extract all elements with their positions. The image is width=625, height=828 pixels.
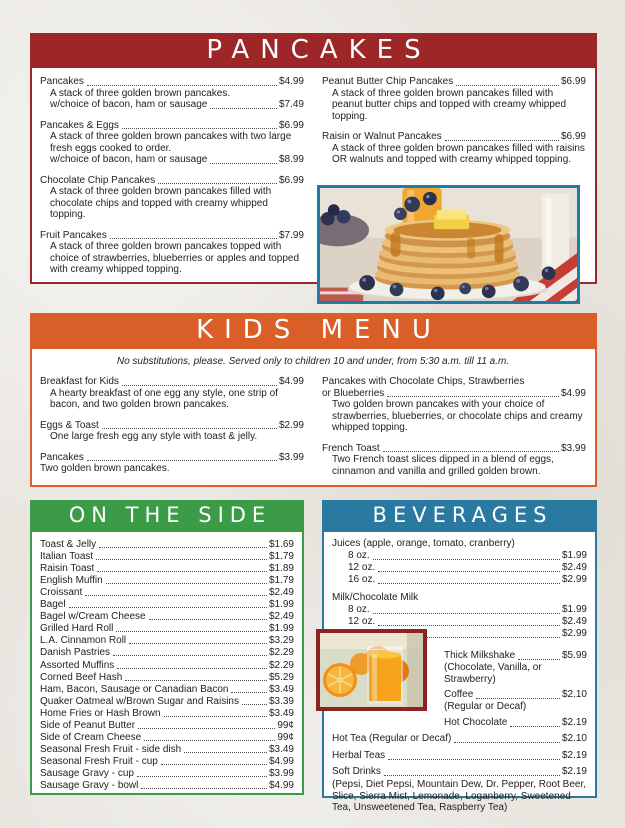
- item-price: $7.99: [278, 229, 304, 241]
- menu-item: [40, 420, 304, 443]
- beverages-section-header: [322, 500, 597, 530]
- dotted-leader: [144, 740, 275, 741]
- item-name: L.A. Cinnamon Roll: [40, 635, 127, 647]
- dotted-leader: [231, 692, 267, 693]
- item-price: 99¢: [277, 731, 294, 743]
- item-name: Home Fries or Hash Brown: [40, 707, 161, 719]
- dotted-leader: [102, 428, 277, 429]
- item-name: Corned Beef Hash: [40, 671, 123, 683]
- menu-row: [40, 707, 294, 719]
- menu-row: [332, 766, 587, 778]
- dotted-leader: [456, 85, 559, 86]
- menu-row: [40, 598, 294, 610]
- size-row: [332, 574, 587, 586]
- item-price: $6.99: [560, 76, 586, 87]
- item-name: Pancakes & Eggs: [40, 119, 119, 131]
- item-name: Coffee: [444, 689, 474, 700]
- item-name: Hot Chocolate: [444, 716, 508, 728]
- pancakes-left-column: [40, 76, 304, 282]
- orange-juice-photo: [316, 629, 427, 711]
- dotted-leader: [113, 655, 267, 656]
- dotted-leader: [129, 643, 267, 644]
- size-row: [332, 550, 587, 562]
- item-price: $1.69: [268, 539, 294, 551]
- item-price: $3.29: [268, 635, 294, 647]
- item-price: $2.29: [268, 647, 294, 659]
- item-name: Sausage Gravy - bowl: [40, 779, 139, 791]
- item-price: $1.79: [268, 551, 294, 563]
- size-row: [332, 562, 587, 574]
- dotted-leader: [161, 764, 267, 765]
- menu-item: [40, 376, 304, 411]
- menu-row: [40, 562, 294, 574]
- dotted-leader: [99, 547, 267, 548]
- item-title-row: [444, 717, 587, 729]
- item-price: $2.29: [268, 659, 294, 671]
- menu-item: [444, 650, 587, 685]
- item-price: $2.19: [561, 766, 587, 777]
- soft-drinks-note: (Pepsi, Diet Pepsi, Mountain Dew, Dr. Pepper, Root Beer, Slice, Sierra Mist, Lemonade, Loganberry, Sweetened Tea, Unsweetened Tea, Raspberry Tea): [332, 779, 587, 813]
- menu-row: [40, 779, 294, 791]
- item-name: Seasonal Fresh Fruit - cup: [40, 755, 158, 767]
- dotted-leader: [85, 595, 267, 596]
- item-description: A stack of three golden brown pancakes filled with raisins OR walnuts and topped with creamy whipped topping.: [332, 142, 585, 165]
- size-label: 12 oz.: [348, 562, 376, 573]
- dotted-leader: [97, 571, 267, 572]
- menu-row: [40, 574, 294, 586]
- dotted-leader: [122, 128, 277, 129]
- dotted-leader: [454, 742, 560, 743]
- kids-menu-note: No substitutions, please. Served only to children 10 and under, from 5:30 a.m. till 11 a.m.: [116, 356, 510, 367]
- addon-name: w/choice of bacon, ham or sausage: [50, 154, 208, 165]
- item-title-row: [322, 76, 586, 88]
- dotted-leader: [184, 752, 267, 753]
- kids-menu-section-body: [30, 347, 597, 487]
- menu-row: [332, 750, 587, 762]
- item-price: 99¢: [277, 719, 294, 731]
- menu-row: [40, 658, 294, 670]
- dotted-leader: [106, 583, 267, 584]
- size-label: 8 oz.: [348, 604, 370, 615]
- item-name: French Toast: [322, 442, 380, 454]
- item-addon-row: [40, 154, 304, 166]
- kids-menu-columns: [40, 376, 586, 486]
- menu-item: [322, 76, 586, 122]
- beverages-title: BEVERAGES: [372, 503, 553, 527]
- dotted-leader: [96, 559, 267, 560]
- menu-item: [40, 175, 304, 221]
- item-name: Croissant: [40, 587, 83, 599]
- item-price: $5.29: [268, 671, 294, 683]
- item-price: $1.89: [268, 563, 294, 575]
- dotted-leader: [87, 460, 277, 461]
- item-name: Assorted Muffins: [40, 659, 115, 671]
- item-title-row: [40, 376, 304, 388]
- size-price: $1.99: [561, 604, 587, 615]
- dotted-leader: [476, 698, 560, 699]
- dotted-leader: [122, 385, 277, 386]
- item-name: Breakfast for Kids: [40, 376, 119, 387]
- item-name: English Muffin: [40, 575, 103, 587]
- size-price: $2.49: [561, 616, 587, 627]
- item-name: Ham, Bacon, Sausage or Canadian Bacon: [40, 683, 229, 695]
- group-label: Juices (apple, orange, tomato, cranberry): [332, 538, 515, 549]
- kids-left-column: [40, 376, 304, 486]
- item-title-row: [40, 76, 304, 88]
- item-price: $3.99: [278, 451, 304, 463]
- dotted-leader: [137, 776, 267, 777]
- item-note: (Regular or Decaf): [444, 701, 527, 712]
- menu-item: [40, 120, 304, 166]
- item-name: Side of Cream Cheese: [40, 731, 142, 743]
- item-name: Soft Drinks: [332, 766, 381, 777]
- menu-row: [40, 695, 294, 707]
- item-price: $1.79: [268, 575, 294, 587]
- item-title-row: [444, 689, 587, 701]
- dotted-leader: [378, 571, 560, 572]
- item-name: Peanut Butter Chip Pancakes: [322, 76, 454, 87]
- menu-row: [40, 550, 294, 562]
- item-price: $3.49: [268, 707, 294, 719]
- item-description: A stack of three golden brown pancakes filled with peanut butter chips and topped with creamy whipped topping.: [332, 87, 567, 122]
- menu-item: [40, 76, 304, 111]
- addon-price: $8.99: [278, 154, 304, 165]
- item-name: Seasonal Fresh Fruit - side dish: [40, 743, 182, 755]
- menu-row: [40, 610, 294, 622]
- pancakes-photo-illustration: [320, 188, 577, 301]
- item-price: $6.99: [278, 119, 304, 131]
- dotted-leader: [242, 704, 267, 705]
- item-name: Pancakes: [40, 451, 84, 463]
- item-name: Raisin or Walnut Pancakes: [322, 131, 442, 142]
- item-name: Toast & Jelly: [40, 539, 97, 551]
- item-title-row: [40, 120, 304, 132]
- dotted-leader: [116, 631, 267, 632]
- item-name: Grilled Hard Roll: [40, 623, 114, 635]
- dotted-leader: [158, 183, 277, 184]
- dotted-leader: [388, 759, 560, 760]
- dotted-leader: [138, 728, 275, 729]
- size-price: $2.99: [561, 628, 587, 639]
- menu-row: [40, 634, 294, 646]
- menu-row: [40, 719, 294, 731]
- item-price: $2.10: [561, 733, 587, 744]
- dotted-leader: [373, 613, 560, 614]
- dotted-leader: [510, 726, 560, 727]
- item-name: Italian Toast: [40, 551, 94, 563]
- menu-row: [40, 731, 294, 743]
- item-price: $1.99: [268, 599, 294, 611]
- orange-juice-illustration: [320, 633, 423, 707]
- item-name: Danish Pastries: [40, 647, 111, 659]
- item-price: $4.99: [278, 376, 304, 387]
- item-name: Bagel w/Cream Cheese: [40, 611, 146, 623]
- menu-row: [40, 743, 294, 755]
- addon-price: $7.49: [278, 99, 304, 110]
- dotted-leader: [210, 163, 277, 164]
- size-price: $1.99: [561, 550, 587, 561]
- menu-row: [40, 646, 294, 658]
- menu-item: [444, 717, 587, 729]
- dotted-leader: [445, 140, 559, 141]
- item-price: $2.19: [561, 716, 587, 728]
- item-name: Pancakes: [40, 76, 84, 87]
- item-name: Bagel: [40, 599, 66, 611]
- item-price: $2.49: [268, 587, 294, 599]
- item-description: Two golden brown pancakes.: [40, 463, 170, 474]
- item-price: $3.49: [268, 743, 294, 755]
- dotted-leader: [384, 775, 560, 776]
- item-name: Hot Tea (Regular or Decaf): [332, 733, 452, 744]
- dotted-leader: [87, 85, 277, 86]
- size-label: 12 oz.: [348, 616, 376, 627]
- menu-row: [40, 538, 294, 550]
- item-price: $3.39: [268, 695, 294, 707]
- menu-row: [40, 683, 294, 695]
- item-description: One large fresh egg any style with toast & jelly.: [50, 431, 258, 442]
- group-label: Milk/Chocolate Milk: [332, 592, 419, 603]
- dotted-leader: [125, 680, 267, 681]
- item-price: $4.99: [268, 755, 294, 767]
- dotted-leader: [117, 668, 267, 669]
- item-description: A stack of three golden brown pancakes topped with choice of strawberries, blueberries or apples and topped with creamy whipped topping.: [50, 241, 300, 275]
- beverage-group: [332, 538, 587, 586]
- menu-row: [40, 622, 294, 634]
- item-price: $6.99: [560, 131, 586, 142]
- item-title-row: [40, 420, 304, 432]
- dotted-leader: [210, 108, 277, 109]
- item-name: Eggs & Toast: [40, 419, 99, 431]
- item-description: A stack of three golden brown pancakes with two large fresh eggs cooked to order.: [50, 131, 292, 154]
- beverage-specials: [444, 646, 587, 729]
- dotted-leader: [149, 619, 267, 620]
- item-price: $3.99: [560, 442, 586, 454]
- addon-name: w/choice of bacon, ham or sausage: [50, 99, 208, 110]
- item-description: A hearty breakfast of one egg any style, one strip of bacon, and two golden brown pancakes.: [50, 387, 278, 410]
- size-row: [332, 616, 587, 628]
- size-price: $2.49: [561, 562, 587, 573]
- item-price: $1.99: [268, 623, 294, 635]
- dotted-leader: [518, 659, 560, 660]
- item-name: Quaker Oatmeal w/Brown Sugar and Raisins: [40, 695, 239, 707]
- size-label: 16 oz.: [348, 574, 376, 585]
- pancakes-title: PANCAKES: [206, 34, 432, 65]
- menu-item: [322, 376, 586, 434]
- dotted-leader: [373, 559, 560, 560]
- item-price: $2.10: [561, 689, 587, 700]
- item-name: Sausage Gravy - cup: [40, 767, 134, 779]
- item-price: $3.99: [268, 767, 294, 779]
- item-title-row: [40, 452, 304, 464]
- menu-row: [332, 733, 587, 745]
- menu-item: [40, 452, 304, 475]
- item-name-line2: or Blueberries: [322, 387, 385, 399]
- menu-row: [40, 586, 294, 598]
- dotted-leader: [383, 451, 559, 452]
- pancakes-section-header: [30, 33, 597, 66]
- item-title-row: [322, 388, 586, 400]
- item-price: $2.49: [268, 611, 294, 623]
- item-title-row: [40, 230, 304, 242]
- item-title-row: [322, 131, 586, 143]
- item-price: $6.99: [278, 174, 304, 186]
- item-description: A stack of three golden brown pancakes filled with chocolate chips and topped with creamy whipped topping.: [50, 186, 272, 220]
- dotted-leader: [110, 238, 277, 239]
- item-description: Two French toast slices dipped in a blend of eggs, cinnamon and vanilla and grilled golden brown.: [332, 454, 554, 477]
- menu-item: [322, 131, 586, 166]
- menu-item: [40, 230, 304, 276]
- item-price: $3.49: [268, 683, 294, 695]
- dotted-leader: [69, 607, 267, 608]
- size-label: 8 oz.: [348, 550, 370, 561]
- item-price: $4.99: [268, 779, 294, 791]
- dotted-leader: [378, 625, 560, 626]
- item-name-line1: Pancakes with Chocolate Chips, Strawberries: [322, 376, 525, 387]
- item-name: Raisin Toast: [40, 563, 95, 575]
- menu-row: [40, 671, 294, 683]
- pancakes-photo: [317, 185, 580, 304]
- dotted-leader: [141, 788, 267, 789]
- item-description: A stack of three golden brown pancakes.: [50, 87, 231, 99]
- item-addon-row: [40, 99, 304, 111]
- kids-right-column: [322, 376, 586, 486]
- on-the-side-section-header: [30, 500, 304, 530]
- item-price: $2.19: [561, 749, 587, 761]
- dotted-leader: [164, 716, 267, 717]
- item-price: $2.99: [278, 419, 304, 431]
- item-description: Two golden brown pancakes with your choice of strawberries, blueberries, or chocolate chips and creamy whipped topping.: [332, 399, 583, 433]
- item-price: $4.99: [560, 387, 586, 399]
- on-the-side-title: ON THE SIDE: [68, 503, 272, 527]
- kids-menu-section-header: [30, 313, 597, 347]
- menu-row: [40, 755, 294, 767]
- size-row: [332, 604, 587, 616]
- item-name: Side of Peanut Butter: [40, 719, 136, 731]
- item-note: (Chocolate, Vanilla, or Strawberry): [444, 662, 542, 685]
- dotted-leader: [378, 583, 560, 584]
- item-title-row: [444, 650, 587, 662]
- item-name: Thick Milkshake: [444, 650, 516, 661]
- item-price: $4.99: [278, 76, 304, 87]
- kids-menu-title: KIDS MENU: [196, 315, 442, 345]
- size-price: $2.99: [561, 574, 587, 585]
- item-price: $5.99: [561, 650, 587, 661]
- item-name: Herbal Teas: [332, 749, 386, 761]
- item-name: Fruit Pancakes: [40, 229, 107, 241]
- menu-row: [40, 767, 294, 779]
- on-the-side-section-body: [30, 530, 304, 795]
- item-name: Chocolate Chip Pancakes: [40, 174, 156, 186]
- item-title-row: [322, 443, 586, 455]
- dotted-leader: [387, 396, 559, 397]
- menu-item: [322, 443, 586, 478]
- item-title-row: [40, 175, 304, 187]
- menu-item: [444, 689, 587, 713]
